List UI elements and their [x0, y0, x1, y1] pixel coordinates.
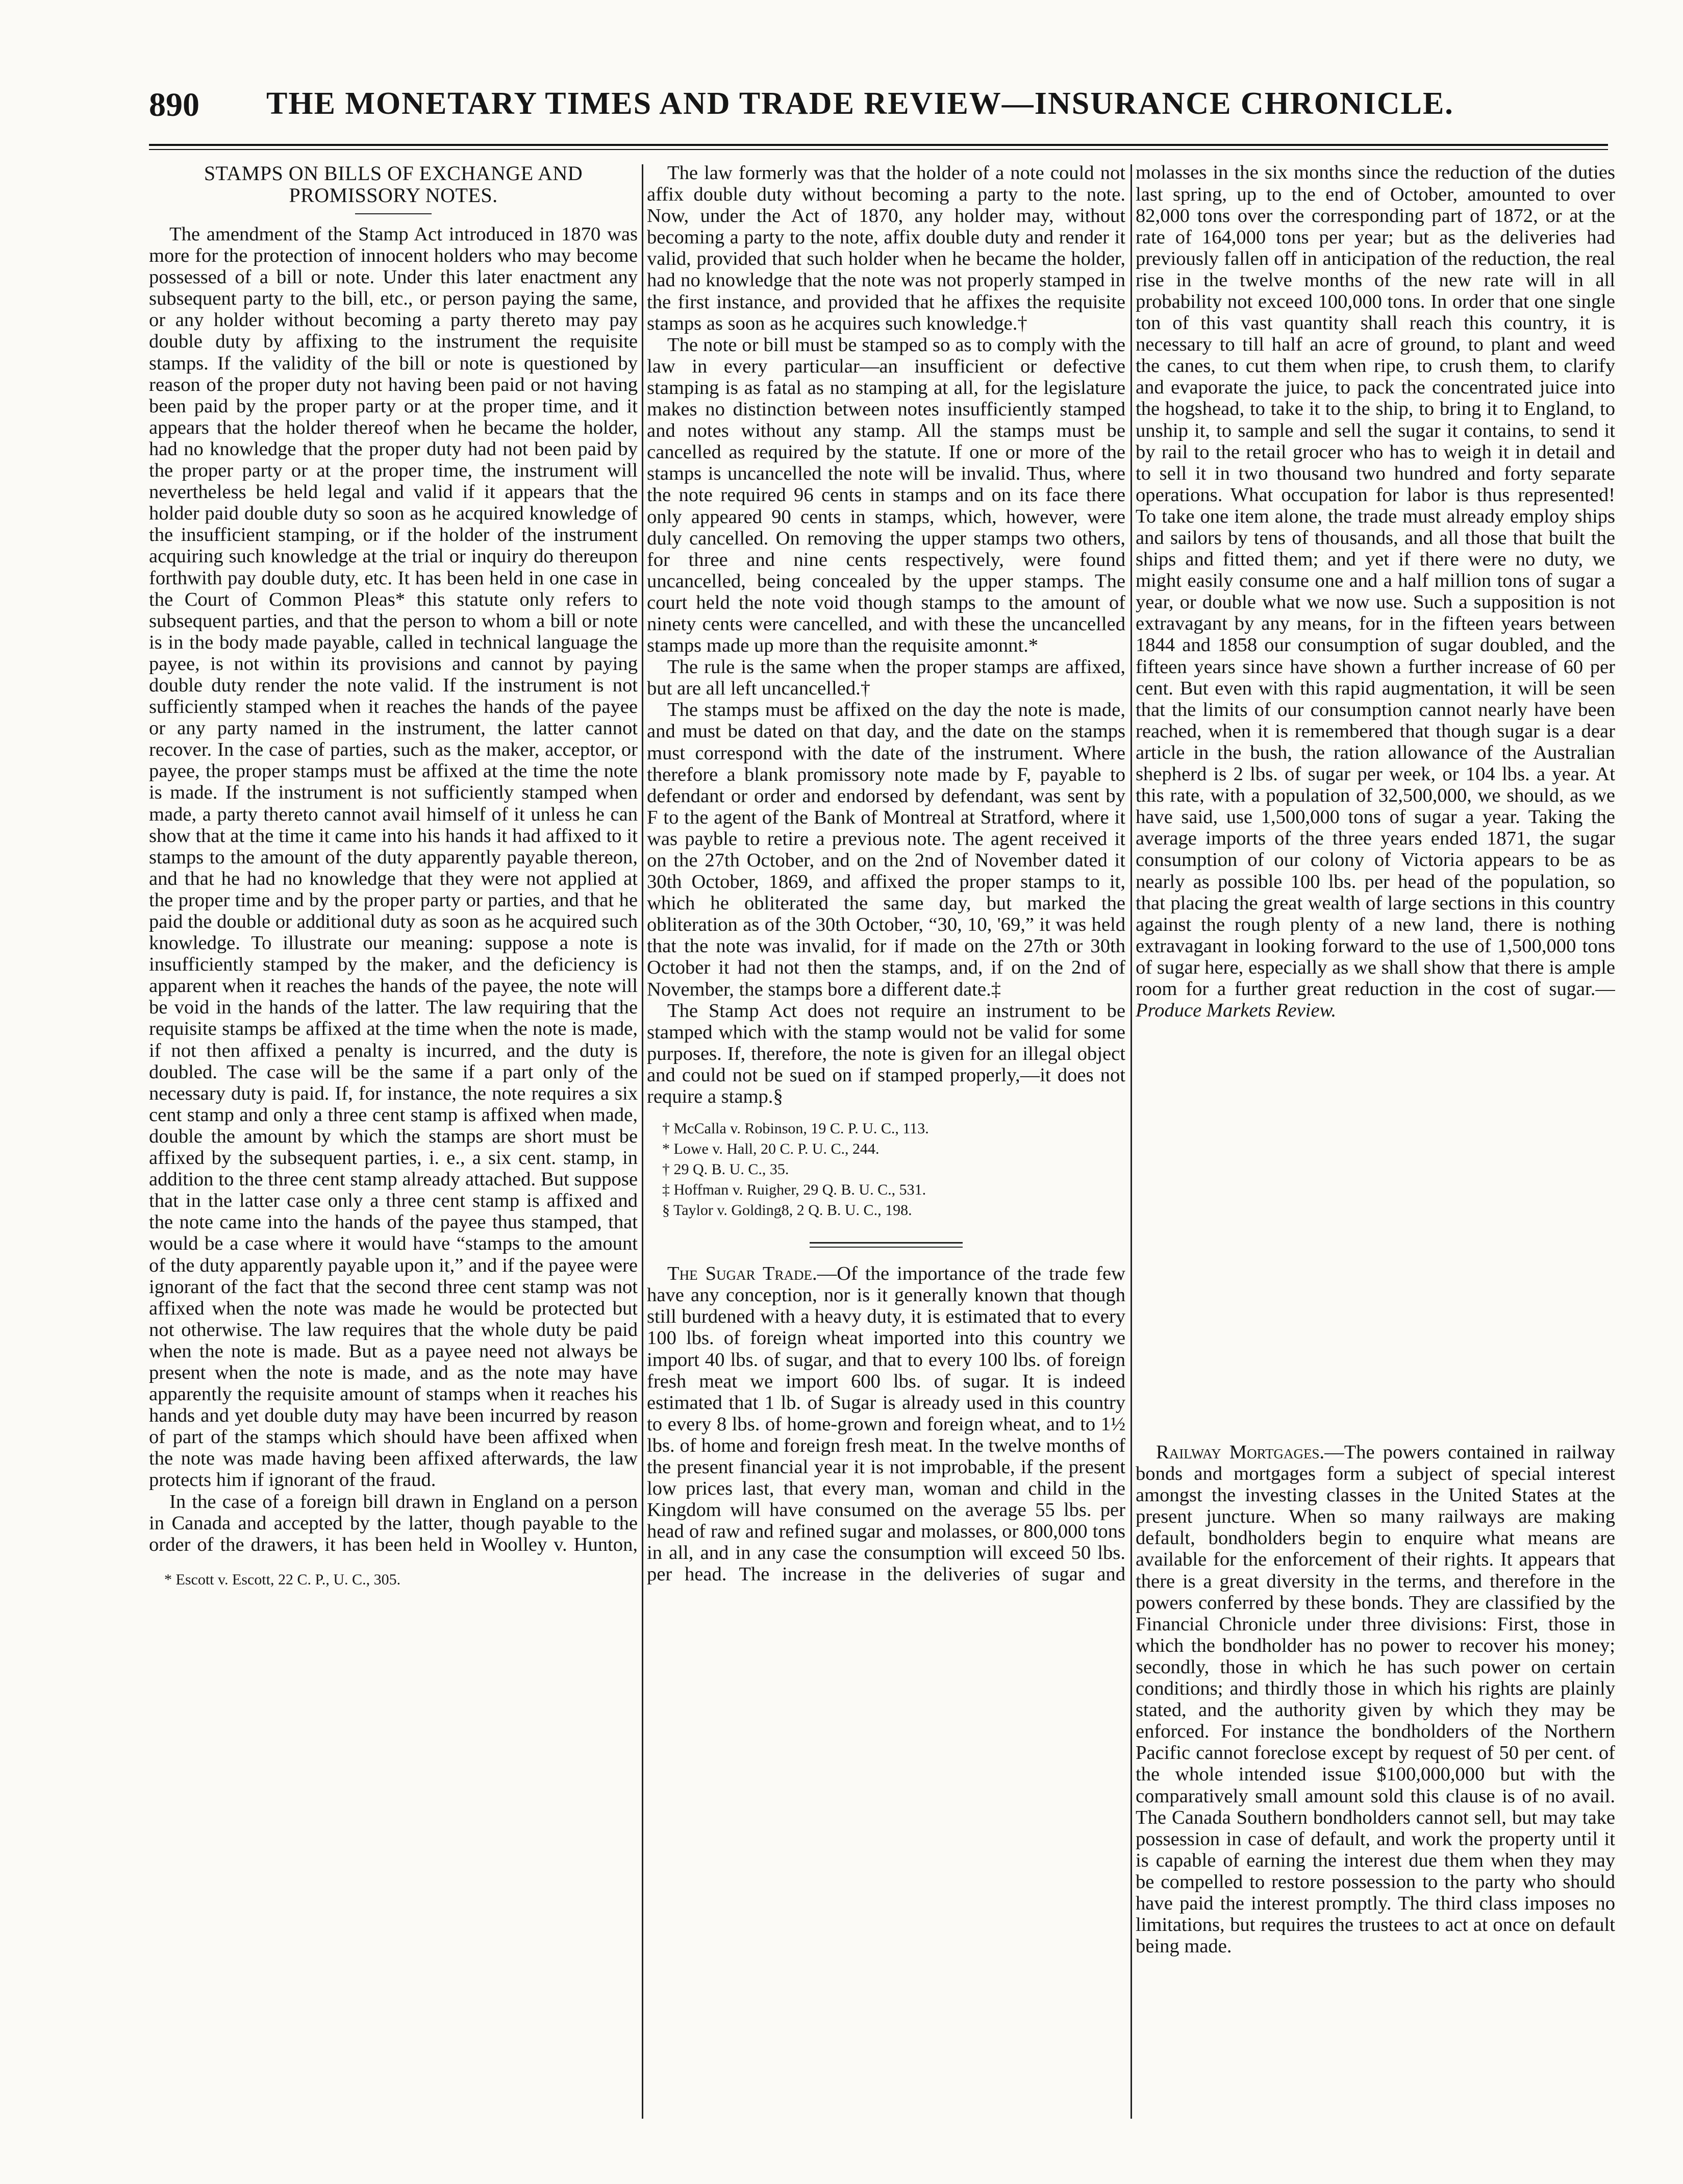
footnote-escott: * Escott v. Escott, 22 C. P., U. C., 305. — [164, 1571, 401, 1588]
stamps-paragraph-1: The amendment of the Stamp Act introduced in 1870 was more for the protection of innocent holders who may become possessed of a bill or note. Under this later enactment any subsequent party to the bill, etc., or person paying the same, or any holder without becoming a party thereto may pay double duty by affixing to the instrument the requisite stamps. If the validity of the bill or note is questioned by reason of the proper duty not having been paid or not having been paid by the proper party or at the proper time, and it appears that the holder thereof when he became the holder, had no knowledge that the proper duty had not been paid by the proper party or at the proper time, the instrument will nevertheless be held legal and valid if it appears that the holder paid double duty so soon as he acquired knowledge of the insufficient stamping, or if the holder of the instrument acquiring such knowledge at the trial or inquiry do thereupon forthwith pay double duty, etc. It has been held in one case in the Court of Common Pleas* this statute only refers to subsequent parties, and that the person to whom a bill or note is in the body made payable, called in technical language the payee, is not within its provisions and cannot by paying double duty render the note valid. If the instrument is not sufficiently stamped when it reaches the hands of the payee or any party named in the instrument, the latter cannot recover. In the case of parties, such as the maker, acceptor, or payee, the proper stamps must be affixed at the time the note is made. If the instrument is not sufficiently stamped when made, a party thereto cannot avail himself of it unless he can show that at the time it came into his hands it had affixed to it stamps to the amount of the duty apparently payable thereon, and that he had no knowledge that they were not applied at the proper time and by the proper party or parties, and that he paid the double or additional duty as soon as he acquired such knowledge. To illustrate our meaning: suppose a note is insufficiently stamped by the maker, and the deficiency is apparent when it reaches the hands of the payee, the note will be void in the hands of the latter. The law requiring that the requisite stamps be affixed at the time when the note is made, if not then affixed a penalty is incurred, and the duty is doubled. The case will be the same if a part only of the necessary duty is paid. If, for instance, the note requires a six cent stamp and only a three cent stamp is affixed when made, double the amount by which the stamps are short must be affixed by the subsequent parties, i. e., a six cent. stamp, in addition to the three cent stamp already attached. But suppose that in the latter case only a three cent stamp is affixed and the note came into the hands of the payee thus stamped, that would be a case where it would have “stamps to the amount of the duty apparently payable upon it,” and if the payee were ignorant of the fact that the second three cent stamp was not affixed when the note was made he would be protected but not otherwise. The law requires that the whole duty be paid when the note is made. But as a payee need not always be present when the note is made, and as the note may have apparently the requisite amount of stamps when it reaches his hands and yet double duty may have been incurred by reason of part of the stamps which should have been affixed when the note was made having been affixed afterwards, the law protects him if ignorant of the fraud. — [149, 224, 638, 1491]
stamps-paragraph-4: The note or bill must be stamped so as to comply with the law in every particular—an insufficient or defective stamping is as fatal as no stamping at all, for the legislature makes no distinction between notes insufficiently stamped and notes without any stamp. All the stamps must be cancelled as required by the statute. If one or more of the stamps is uncancelled the note will be invalid. Thus, where the note required 96 cents in stamps and on its face there only appeared 90 cents in stamps, which, however, were duly cancelled. On removing the upper stamps two others, for three and nine cents respectively, were found uncancelled, being concealed by the upper stamps. The court held the note void though stamps to the amount of ninety cents were cancelled, and with these the uncancelled stamps made up more than the requisite amonnt.* — [647, 334, 1125, 657]
masthead — [149, 77, 1623, 133]
footnote: ‡ Hoffman v. Ruigher, 29 Q. B. U. C., 531. — [662, 1181, 926, 1199]
railway-article — [1136, 1442, 1615, 1957]
stamps-paragraph-5: The rule is the same when the proper stamps are affixed, but are all left uncancelled.† — [647, 656, 1125, 700]
stamps-paragraph-3: The law formerly was that the holder of a note could not affix double duty without becoming a party to the note. Now, under the Act of 1870, any holder may, without becoming a party to the note, affix double duty and render it valid, provided that such holder when he became the holder, had no knowledge that the note was not properly stamped in the first instance, and provided that he affixes the requisite stamps as soon as he acquires such knowledge.† — [647, 162, 1125, 334]
sugar-article-continued-text: molasses in the six months since the reduction of the duties last spring, up to the end of October, amounted to over 82,000 tons over the corresponding part of 1872, or at the rate of 164,000 tons per year; but as the deliveries had previously fallen off in anticipation of the reduction, the real rise in the twelve months of the new rate will in all probability not exceed 100,000 tons. In order that one single ton of this vast quantity shall reach this country, it is necessary to till half an acre of ground, to plant and weed the canes, to cut them when ripe, to crush them, to clarify and evaporate the juice, to pack the concentrated juice into the hogshead, to take it to the ship, to bring it to England, to unship it, to sample and sell the sugar it contains, to send it by rail to the retail grocer who has to weigh it in detail and to sell it in two thousand two hundred and forty separate operations. What occupation for labor is thus represented! To take one item alone, the trade must already employ ships and sailors by tens of thousands, and all those that built the ships and fitted them; and yet if there were no duty, we might easily consume one and a half million tons of sugar a year, or double what we now use. Such a supposition is not extravagant by any means, for in the fifteen years between 1844 and 1858 our consumption of sugar doubled, and the fifteen years since have shown a further increase of 60 per cent. But even with this rapid augmentation, it will be seen that the limits of our consumption cannot nearly have been reached, when it is remembered that though sugar is a dear article in the bush, the ration allowance of the Australian shepherd is 2 lbs. of sugar per week, or 104 lbs. a year. At this rate, with a population of 32,500,000, we should, as we have said, use 1,500,000 tons of sugar a year. Taking the average imports of the three years ended 1871, the sugar consumption of our colony of Victoria appears to be as nearly as possible 100 lbs. per head of the population, so that placing the great wealth of large sections in this country against the rough plenty of a new land, there is nothing extravagant in looking forward to the use of 1,500,000 tons of sugar here, especially as we shall show that there is ample room for a further great reduction in the cost of sugar.—Produce Markets Review. — [1136, 162, 1615, 1022]
stamps-paragraph-6: The stamps must be affixed on the day the note is made, and must be dated on that day, and the date on the stamps must correspond with the date of the instrument. Where therefore a blank promissory note made by F, payable to defendant or order and endorsed by defendant, was sent by F to the agent of the Bank of Montreal at Stratford, where it was payble to retire a previous note. The agent received it on the 27th October, and on the 2nd of November dated it 30th October, 1869, and affixed the proper stamps to it, which he obliterated the same day, but marked the obliteration as of the 30th October, “30, 10, '69,” it was held that the note was invalid, for if made on the 27th or 30th October it had not then the stamps, and, if on the 2nd of November, the stamps bore a different date.‡ — [647, 699, 1125, 1000]
stamps-paragraph-7: The Stamp Act does not require an instrument to be stamped which with the stamp would not be valid for some purposes. If, therefore, the note is given for an illegal object and could not be sued on if stamped properly,—it does not require a stamp.§ — [647, 1000, 1125, 1108]
sugar-article-source: Produce Markets Review. — [1136, 1000, 1337, 1022]
section-divider — [810, 1242, 963, 1248]
column-3 — [1136, 162, 1615, 1957]
title-divider — [355, 213, 432, 214]
article-title-stamps: STAMPS ON BILLS OF EXCHANGE AND PROMISSORY NOTES. — [204, 162, 583, 207]
footnotes-list — [647, 1119, 1125, 1221]
railway-article-text: —The powers contained in railway bonds and mortgages form a subject of special interest amongst the investing classes in the United States at the present juncture. When so many railways are making default, bondholders begin to enquire what means are available for the enforcement of their rights. It appears that there is a great diversity in the terms, and therefore in the powers conferred by these bonds. They are classified by the Financial Chronicle under three divisions: First, those in which the bondholder has no power to recover his money; secondly, those in which he has such power on certain conditions; and thirdly those in which his rights are plainly stated, and the authority given by which they may be enforced. For instance the bondholders of the Northern Pacific cannot foreclose except by request of 50 per cent. of the whole intended issue $100,000,000 but with the comparatively small amount sold this clause is of no avail. The Canada Southern bondholders cannot sell, but may take possession in case of default, and work the property until it is capable of earning the interest due them when they may be compelled to restore possession to the party who should have paid the interest promptly. The third class imposes no limitations, but requires the trustees to act at once on default being made. — [1136, 1442, 1616, 1957]
footnote: † 29 Q. B. U. C., 35. — [662, 1161, 789, 1178]
sugar-article-lead: The Sugar Trade. — [667, 1263, 817, 1285]
column-divider-2 — [1131, 164, 1132, 2119]
footnote: * Lowe v. Hall, 20 C. P. U. C., 244. — [662, 1140, 880, 1158]
footnote: § Taylor v. Golding8, 2 Q. B. U. C., 198. — [662, 1202, 912, 1219]
page-number: 890 — [149, 86, 199, 123]
railway-article-lead: Railway Mortgages. — [1156, 1442, 1325, 1463]
sugar-article-part-1 — [647, 1263, 1125, 1585]
header-rule-bottom — [149, 149, 1608, 150]
publication-title: THE MONETARY TIMES AND TRADE REVIEW—INSURANCE CHRONICLE. — [266, 86, 1454, 121]
sugar-article-text: —Of the importance of the trade few have any conception, nor is it generally known that though still burdened with a heavy duty, it is estimated that to every 100 lbs. of foreign wheat imported into this country we import 40 lbs. of sugar, and that to every 100 lbs. of foreign fresh meat we import 600 lbs. of sugar. It is indeed estimated that 1 lb. of Sugar is already used in this country to every 8 lbs. of home-grown and foreign wheat, and to 1½ lbs. of home and foreign fresh meat. In the twelve months of the present financial year it is not improbable, if the present low prices last, that every man, woman and child in the Kingdom will have consumed on the average 55 lbs. per head of raw and refined sugar and molasses, or 800,000 tons in all, and in any case the consumption will exceed 50 lbs. per head. The increase in the deliveries of sugar and — [647, 1263, 1125, 1585]
column-divider-1 — [642, 164, 643, 2119]
footnote: † McCalla v. Robinson, 19 C. P. U. C., 113. — [662, 1120, 929, 1137]
header-rule-top — [149, 144, 1608, 146]
sugar-article-continued — [1136, 162, 1615, 1430]
stamps-paragraph-2: In the case of a foreign bill drawn in England on a person in Canada and accepted by the latter, though payable to the order of the drawers, it has been held in Woolley v. Hunton, — [149, 1491, 638, 1555]
column-2 — [647, 162, 1125, 1585]
column-1 — [149, 162, 638, 1590]
